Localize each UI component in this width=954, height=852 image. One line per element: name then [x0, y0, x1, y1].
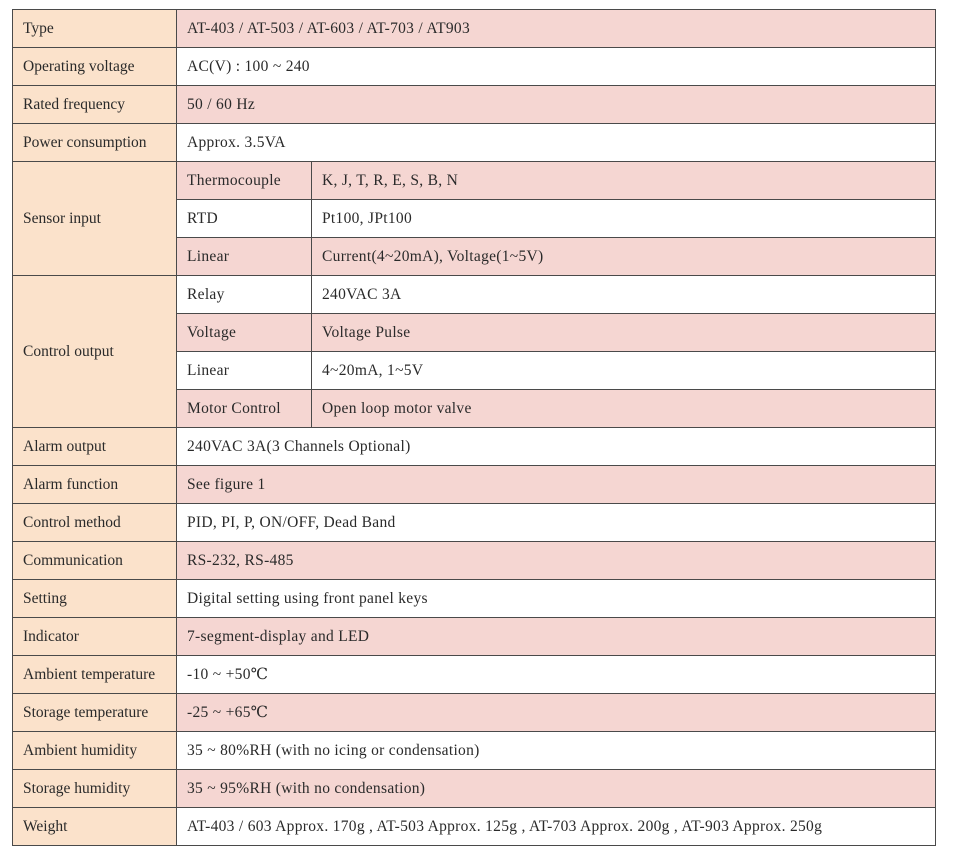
row-label: Weight [13, 808, 177, 846]
sub-label: Motor Control [177, 390, 312, 428]
sub-label: Thermocouple [177, 162, 312, 200]
row-label: Control method [13, 504, 177, 542]
sub-label: Relay [177, 276, 312, 314]
row-label: Control output [13, 276, 177, 428]
table-row [13, 48, 936, 86]
table-row [13, 86, 936, 124]
row-label: Storage temperature [13, 694, 177, 732]
table-row [13, 504, 936, 542]
row-label: Ambient humidity [13, 732, 177, 770]
row-value: Voltage Pulse [312, 314, 936, 352]
row-value: Digital setting using front panel keys [177, 580, 936, 618]
table-row [13, 276, 936, 314]
sub-label: Linear [177, 352, 312, 390]
row-value: 240VAC 3A(3 Channels Optional) [177, 428, 936, 466]
spec-table [12, 9, 936, 846]
row-value: 35 ~ 80%RH (with no icing or condensation) [177, 732, 936, 770]
row-label: Sensor input [13, 162, 177, 276]
row-value: -10 ~ +50℃ [177, 656, 936, 694]
table-row [13, 428, 936, 466]
row-label: Storage humidity [13, 770, 177, 808]
row-label: Operating voltage [13, 48, 177, 86]
row-label: Rated frequency [13, 86, 177, 124]
row-value: 4~20mA, 1~5V [312, 352, 936, 390]
row-value: See figure 1 [177, 466, 936, 504]
table-row [13, 694, 936, 732]
row-value: PID, PI, P, ON/OFF, Dead Band [177, 504, 936, 542]
sub-label: Voltage [177, 314, 312, 352]
row-label: Alarm output [13, 428, 177, 466]
row-value: AC(V) : 100 ~ 240 [177, 48, 936, 86]
row-label: Alarm function [13, 466, 177, 504]
row-value: AT-403 / AT-503 / AT-603 / AT-703 / AT903 [177, 10, 936, 48]
row-label: Indicator [13, 618, 177, 656]
row-value: 240VAC 3A [312, 276, 936, 314]
row-label: Type [13, 10, 177, 48]
row-value: K, J, T, R, E, S, B, N [312, 162, 936, 200]
row-label: Ambient temperature [13, 656, 177, 694]
row-value: Approx. 3.5VA [177, 124, 936, 162]
table-row [13, 656, 936, 694]
table-row [13, 466, 936, 504]
table-row [13, 162, 936, 200]
row-value: Current(4~20mA), Voltage(1~5V) [312, 238, 936, 276]
row-value: Pt100, JPt100 [312, 200, 936, 238]
table-row [13, 10, 936, 48]
table-row [13, 580, 936, 618]
table-row [13, 542, 936, 580]
table-row [13, 770, 936, 808]
table-row [13, 732, 936, 770]
row-label: Setting [13, 580, 177, 618]
row-value: -25 ~ +65℃ [177, 694, 936, 732]
row-value: AT-403 / 603 Approx. 170g , AT-503 Approx. 125g , AT-703 Approx. 200g , AT-903 Approx. 250g [177, 808, 936, 846]
row-value: 7-segment-display and LED [177, 618, 936, 656]
row-label: Power consumption [13, 124, 177, 162]
table-row [13, 124, 936, 162]
sub-label: Linear [177, 238, 312, 276]
row-value: 50 / 60 Hz [177, 86, 936, 124]
sub-label: RTD [177, 200, 312, 238]
row-value: 35 ~ 95%RH (with no condensation) [177, 770, 936, 808]
table-row [13, 618, 936, 656]
row-value: Open loop motor valve [312, 390, 936, 428]
table-row [13, 808, 936, 846]
row-value: RS-232, RS-485 [177, 542, 936, 580]
row-label: Communication [13, 542, 177, 580]
